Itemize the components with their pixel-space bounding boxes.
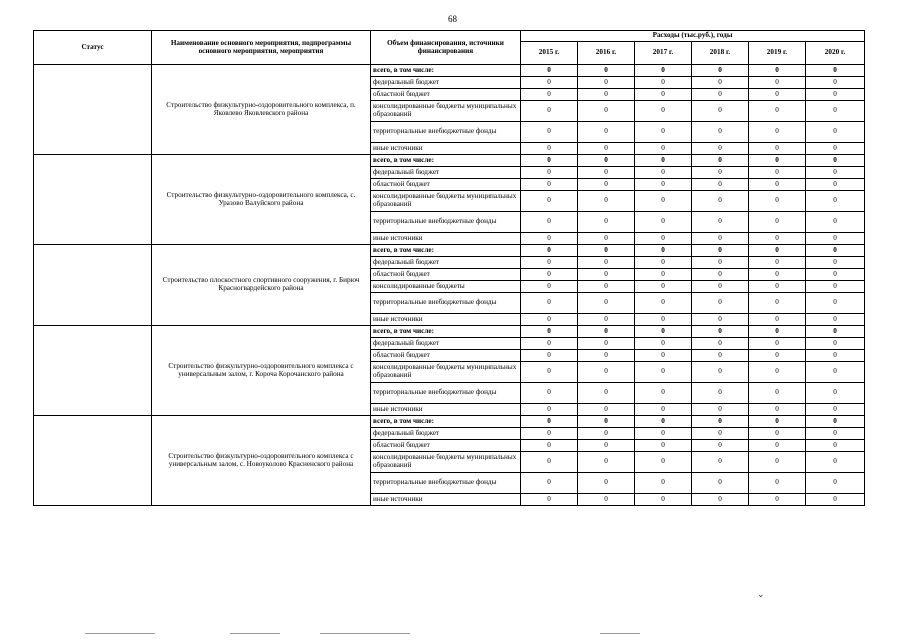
value-cell: 0 [692, 101, 749, 122]
value-cell: 0 [806, 440, 865, 452]
status-cell [34, 326, 152, 416]
source-cell: областной бюджет [371, 179, 521, 191]
value-cell: 0 [521, 383, 578, 404]
value-cell: 0 [692, 416, 749, 428]
value-cell: 0 [806, 383, 865, 404]
value-cell: 0 [692, 494, 749, 506]
footer-rule [600, 633, 640, 634]
value-cell: 0 [692, 404, 749, 416]
value-cell: 0 [635, 326, 692, 338]
source-cell: консолидированные бюджеты [371, 281, 521, 293]
value-cell: 0 [806, 428, 865, 440]
measure-name-cell: Строительство физкультурно-оздоровительного комплекса с универсальным залом, с. Новоуколово Красненского района [152, 416, 371, 506]
status-cell [34, 155, 152, 245]
source-cell: всего, в том числе: [371, 155, 521, 167]
value-cell: 0 [806, 179, 865, 191]
value-cell: 0 [578, 155, 635, 167]
value-cell: 0 [635, 269, 692, 281]
value-cell: 0 [806, 281, 865, 293]
value-cell: 0 [521, 101, 578, 122]
value-cell: 0 [692, 245, 749, 257]
value-cell: 0 [692, 65, 749, 77]
value-cell: 0 [806, 191, 865, 212]
value-cell: 0 [749, 383, 806, 404]
value-cell: 0 [521, 89, 578, 101]
value-cell: 0 [749, 89, 806, 101]
value-cell: 0 [749, 257, 806, 269]
value-cell: 0 [521, 155, 578, 167]
value-cell: 0 [578, 122, 635, 143]
value-cell: 0 [806, 293, 865, 314]
value-cell: 0 [806, 77, 865, 89]
value-cell: 0 [578, 314, 635, 326]
status-cell [34, 65, 152, 155]
value-cell: 0 [521, 212, 578, 233]
value-cell: 0 [749, 143, 806, 155]
value-cell: 0 [749, 452, 806, 473]
pen-mark: ⌄ [757, 589, 765, 599]
value-cell: 0 [749, 326, 806, 338]
value-cell: 0 [635, 257, 692, 269]
value-cell: 0 [806, 89, 865, 101]
value-cell: 0 [521, 167, 578, 179]
value-cell: 0 [521, 314, 578, 326]
value-cell: 0 [521, 191, 578, 212]
value-cell: 0 [806, 416, 865, 428]
value-cell: 0 [578, 191, 635, 212]
value-cell: 0 [749, 314, 806, 326]
value-cell: 0 [635, 167, 692, 179]
source-cell: иные источники [371, 233, 521, 245]
header-year: 2016 г. [578, 42, 635, 65]
header-year: 2017 г. [635, 42, 692, 65]
source-cell: федеральный бюджет [371, 257, 521, 269]
value-cell: 0 [635, 338, 692, 350]
value-cell: 0 [521, 416, 578, 428]
value-cell: 0 [806, 338, 865, 350]
value-cell: 0 [635, 245, 692, 257]
value-cell: 0 [578, 494, 635, 506]
value-cell: 0 [635, 350, 692, 362]
value-cell: 0 [578, 404, 635, 416]
value-cell: 0 [692, 281, 749, 293]
value-cell: 0 [578, 143, 635, 155]
value-cell: 0 [692, 233, 749, 245]
value-cell: 0 [806, 143, 865, 155]
measure-name-cell: Строительство плоскостного спортивного сооружения, г. Бирюч Красногвардейского района [152, 245, 371, 326]
footer-rule [85, 633, 155, 634]
source-cell: всего, в том числе: [371, 245, 521, 257]
value-cell: 0 [521, 179, 578, 191]
value-cell: 0 [749, 494, 806, 506]
value-cell: 0 [521, 233, 578, 245]
value-cell: 0 [749, 428, 806, 440]
value-cell: 0 [635, 143, 692, 155]
value-cell: 0 [635, 155, 692, 167]
header-year: 2019 г. [749, 42, 806, 65]
value-cell: 0 [806, 350, 865, 362]
value-cell: 0 [635, 77, 692, 89]
value-cell: 0 [692, 350, 749, 362]
value-cell: 0 [521, 326, 578, 338]
value-cell: 0 [692, 122, 749, 143]
value-cell: 0 [692, 143, 749, 155]
value-cell: 0 [521, 338, 578, 350]
value-cell: 0 [521, 245, 578, 257]
value-cell: 0 [635, 293, 692, 314]
value-cell: 0 [806, 326, 865, 338]
value-cell: 0 [749, 293, 806, 314]
source-cell: всего, в том числе: [371, 65, 521, 77]
source-cell: территориальные внебюджетные фонды [371, 212, 521, 233]
value-cell: 0 [749, 65, 806, 77]
value-cell: 0 [578, 326, 635, 338]
value-cell: 0 [692, 191, 749, 212]
header-status: Статус [34, 31, 152, 65]
value-cell: 0 [749, 233, 806, 245]
value-cell: 0 [578, 257, 635, 269]
value-cell: 0 [749, 473, 806, 494]
value-cell: 0 [521, 350, 578, 362]
value-cell: 0 [692, 257, 749, 269]
value-cell: 0 [692, 326, 749, 338]
value-cell: 0 [578, 245, 635, 257]
value-cell: 0 [521, 494, 578, 506]
header-source: Объем финансирования, источники финансирования [371, 31, 521, 65]
value-cell: 0 [806, 269, 865, 281]
value-cell: 0 [635, 362, 692, 383]
value-cell: 0 [578, 65, 635, 77]
value-cell: 0 [578, 77, 635, 89]
header-year: 2020 г. [806, 42, 865, 65]
value-cell: 0 [578, 89, 635, 101]
value-cell: 0 [635, 65, 692, 77]
value-cell: 0 [749, 212, 806, 233]
value-cell: 0 [521, 122, 578, 143]
source-cell: территориальные внебюджетные фонды [371, 293, 521, 314]
value-cell: 0 [635, 440, 692, 452]
value-cell: 0 [749, 281, 806, 293]
status-cell [34, 245, 152, 326]
value-cell: 0 [521, 440, 578, 452]
value-cell: 0 [521, 452, 578, 473]
value-cell: 0 [578, 281, 635, 293]
source-cell: федеральный бюджет [371, 338, 521, 350]
value-cell: 0 [749, 179, 806, 191]
value-cell: 0 [635, 473, 692, 494]
value-cell: 0 [578, 293, 635, 314]
source-cell: областной бюджет [371, 269, 521, 281]
value-cell: 0 [578, 167, 635, 179]
measure-name-cell: Строительство физкультурно-оздоровительного комплекса с универсальным залом, г. Короча Корочанского района [152, 326, 371, 416]
measure-name-cell: Строительство физкультурно-оздоровительного комплекса, с. Уразово Валуйского района [152, 155, 371, 245]
value-cell: 0 [635, 179, 692, 191]
value-cell: 0 [806, 494, 865, 506]
value-cell: 0 [749, 191, 806, 212]
source-cell: всего, в том числе: [371, 326, 521, 338]
value-cell: 0 [635, 416, 692, 428]
value-cell: 0 [635, 314, 692, 326]
value-cell: 0 [635, 101, 692, 122]
source-cell: всего, в том числе: [371, 416, 521, 428]
footer-rule [230, 633, 280, 634]
value-cell: 0 [692, 452, 749, 473]
value-cell: 0 [749, 167, 806, 179]
value-cell: 0 [692, 77, 749, 89]
header-name: Наименование основного мероприятия, подпрограммы основного мероприятия, мероприятия [152, 31, 371, 65]
value-cell: 0 [578, 440, 635, 452]
value-cell: 0 [635, 191, 692, 212]
source-cell: иные источники [371, 143, 521, 155]
value-cell: 0 [692, 293, 749, 314]
value-cell: 0 [692, 362, 749, 383]
value-cell: 0 [692, 338, 749, 350]
value-cell: 0 [806, 167, 865, 179]
value-cell: 0 [521, 269, 578, 281]
value-cell: 0 [806, 212, 865, 233]
source-cell: консолидированные бюджеты муниципальных образований [371, 452, 521, 473]
source-cell: территориальные внебюджетные фонды [371, 122, 521, 143]
value-cell: 0 [578, 338, 635, 350]
footer-rule [320, 633, 410, 634]
value-cell: 0 [578, 428, 635, 440]
header-year: 2018 г. [692, 42, 749, 65]
value-cell: 0 [578, 212, 635, 233]
table-row [34, 155, 865, 167]
value-cell: 0 [635, 494, 692, 506]
measure-name-cell: Строительство физкультурно-оздоровительного комплекса, п. Яковлево Яковлевского района [152, 65, 371, 155]
value-cell: 0 [521, 257, 578, 269]
value-cell: 0 [578, 416, 635, 428]
value-cell: 0 [578, 452, 635, 473]
source-cell: территориальные внебюджетные фонды [371, 473, 521, 494]
value-cell: 0 [578, 269, 635, 281]
table-body [34, 65, 865, 506]
value-cell: 0 [806, 122, 865, 143]
value-cell: 0 [521, 362, 578, 383]
table-row [34, 65, 865, 77]
source-cell: иные источники [371, 404, 521, 416]
value-cell: 0 [749, 101, 806, 122]
value-cell: 0 [749, 269, 806, 281]
value-cell: 0 [749, 440, 806, 452]
source-cell: областной бюджет [371, 440, 521, 452]
value-cell: 0 [521, 473, 578, 494]
value-cell: 0 [692, 269, 749, 281]
value-cell: 0 [635, 122, 692, 143]
value-cell: 0 [806, 362, 865, 383]
value-cell: 0 [806, 101, 865, 122]
value-cell: 0 [749, 338, 806, 350]
value-cell: 0 [635, 383, 692, 404]
source-cell: федеральный бюджет [371, 167, 521, 179]
value-cell: 0 [578, 179, 635, 191]
value-cell: 0 [692, 440, 749, 452]
value-cell: 0 [749, 77, 806, 89]
value-cell: 0 [806, 155, 865, 167]
value-cell: 0 [692, 89, 749, 101]
source-cell: территориальные внебюджетные фонды [371, 383, 521, 404]
source-cell: федеральный бюджет [371, 77, 521, 89]
value-cell: 0 [749, 122, 806, 143]
value-cell: 0 [578, 101, 635, 122]
source-cell: консолидированные бюджеты муниципальных образований [371, 191, 521, 212]
value-cell: 0 [521, 404, 578, 416]
value-cell: 0 [521, 65, 578, 77]
value-cell: 0 [749, 350, 806, 362]
value-cell: 0 [806, 404, 865, 416]
value-cell: 0 [806, 245, 865, 257]
source-cell: федеральный бюджет [371, 428, 521, 440]
value-cell: 0 [521, 293, 578, 314]
source-cell: иные источники [371, 314, 521, 326]
value-cell: 0 [806, 452, 865, 473]
value-cell: 0 [749, 416, 806, 428]
header-year: 2015 г. [521, 42, 578, 65]
value-cell: 0 [578, 233, 635, 245]
header-expenses: Расходы (тыс.руб.), годы [521, 31, 865, 42]
value-cell: 0 [749, 362, 806, 383]
page-number: 68 [448, 14, 457, 24]
value-cell: 0 [749, 245, 806, 257]
table-row [34, 326, 865, 338]
financing-table [33, 30, 865, 506]
value-cell: 0 [521, 281, 578, 293]
value-cell: 0 [635, 452, 692, 473]
value-cell: 0 [749, 404, 806, 416]
source-cell: консолидированные бюджеты муниципальных образований [371, 362, 521, 383]
table-row [34, 416, 865, 428]
value-cell: 0 [578, 362, 635, 383]
status-cell [34, 416, 152, 506]
value-cell: 0 [749, 155, 806, 167]
value-cell: 0 [692, 473, 749, 494]
value-cell: 0 [692, 179, 749, 191]
value-cell: 0 [521, 428, 578, 440]
value-cell: 0 [578, 383, 635, 404]
source-cell: областной бюджет [371, 89, 521, 101]
value-cell: 0 [692, 167, 749, 179]
value-cell: 0 [692, 383, 749, 404]
source-cell: консолидированные бюджеты муниципальных образований [371, 101, 521, 122]
value-cell: 0 [521, 143, 578, 155]
value-cell: 0 [635, 233, 692, 245]
value-cell: 0 [578, 350, 635, 362]
value-cell: 0 [692, 314, 749, 326]
value-cell: 0 [692, 428, 749, 440]
value-cell: 0 [806, 65, 865, 77]
value-cell: 0 [806, 257, 865, 269]
value-cell: 0 [521, 77, 578, 89]
source-cell: областной бюджет [371, 350, 521, 362]
value-cell: 0 [635, 428, 692, 440]
value-cell: 0 [692, 212, 749, 233]
value-cell: 0 [635, 281, 692, 293]
source-cell: иные источники [371, 494, 521, 506]
value-cell: 0 [806, 473, 865, 494]
value-cell: 0 [635, 89, 692, 101]
value-cell: 0 [578, 473, 635, 494]
value-cell: 0 [692, 155, 749, 167]
value-cell: 0 [635, 212, 692, 233]
value-cell: 0 [806, 233, 865, 245]
table-row [34, 245, 865, 257]
value-cell: 0 [635, 404, 692, 416]
value-cell: 0 [806, 314, 865, 326]
